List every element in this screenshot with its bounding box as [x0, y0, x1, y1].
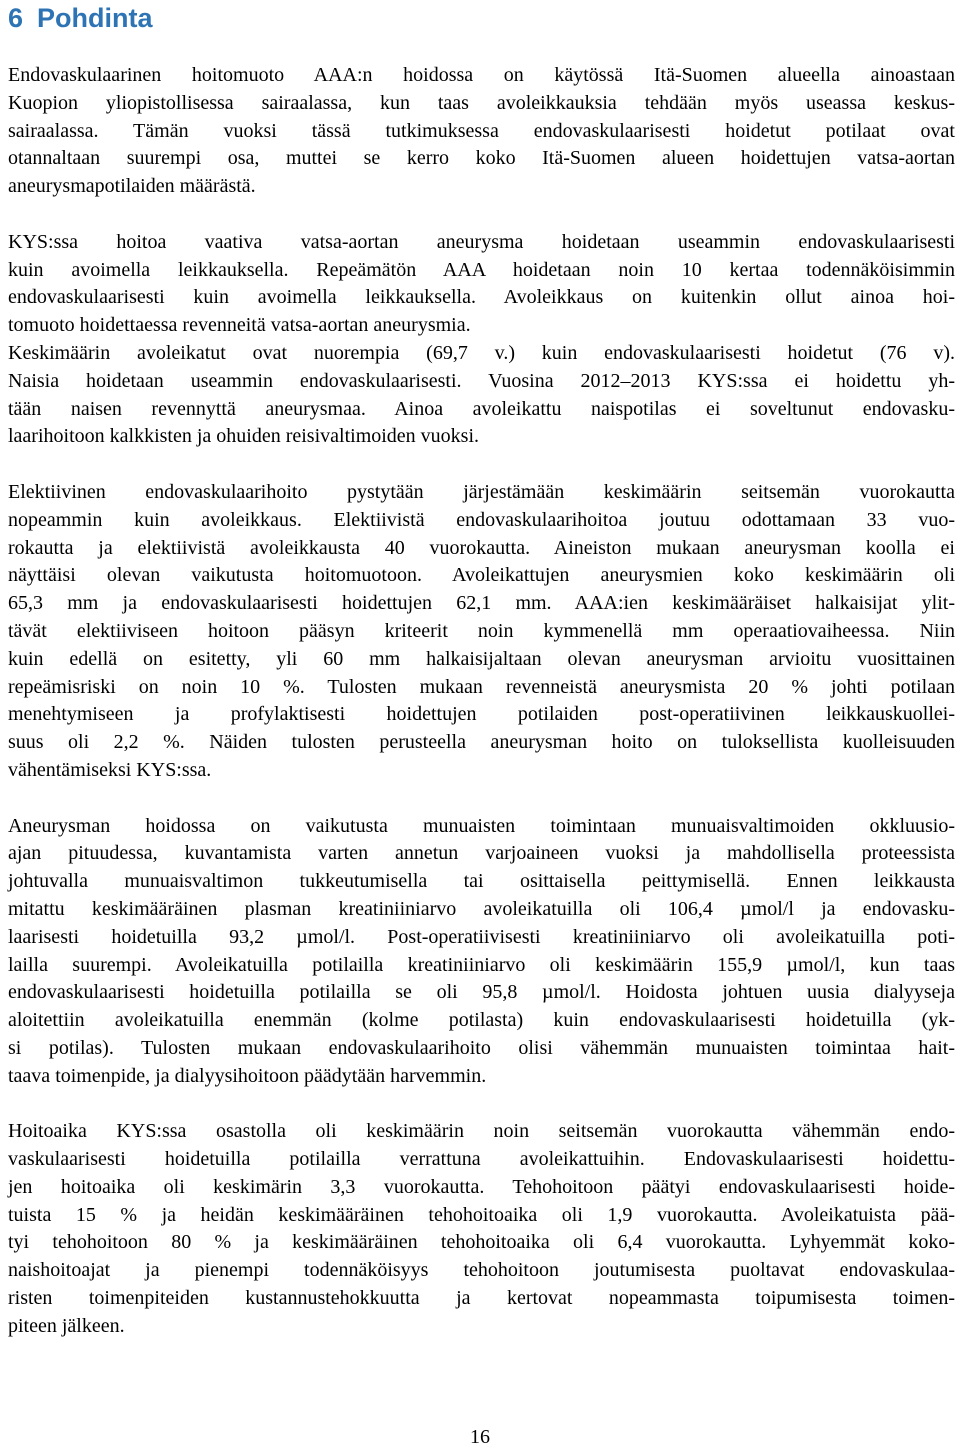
section-number: 6: [8, 3, 24, 33]
text-line: tuista 15 % ja heidän keskimääräinen tehohoitoaika oli 1,9 vuorokautta. Avoleikatuista pää-: [8, 1203, 955, 1226]
text-line: laarisesti hoidetuilla 93,2 µmol/l. Post-operatiivisesti kreatiniiniarvo oli avoleikatuilla poti-: [8, 925, 955, 948]
text-line: sairaalassa. Tämän vuoksi tässä tutkimuksessa endovaskulaarisesti hoidetut potilaat ovat: [8, 119, 955, 142]
text-line: vaskulaarisesti hoidetuilla potilailla verrattuna avoleikattuihin. Endovaskulaarisesti hoidettu-: [8, 1148, 955, 1171]
text-line: repeämisriski on noin 10 %. Tulosten mukaan revenneistä aneurysmista 20 % johti potilaan: [8, 675, 955, 698]
text-line: endovaskulaarisesti kuin avoimella leikkauksella. Avoleikkaus on kuitenkin ollut ainoa hoi-: [8, 286, 955, 309]
paragraph-3: [8, 479, 955, 785]
text-line: Hoitoaika KYS:ssa osastolla oli keskimäärin noin seitsemän vuorokautta vähemmän endo-: [8, 1120, 955, 1143]
text-line: Aneurysman hoidossa on vaikutusta munuaisten toimintaan munuaisvaltimoiden okkluusio-: [8, 814, 955, 837]
text-line: jen hoitoaika oli keskimärin 3,3 vuorokautta. Tehohoitoon päätyi endovaskulaarisesti hoide-: [8, 1175, 955, 1198]
text-line: risten toimenpiteiden kustannustehokkuutta ja kertovat nopeammasta toipumisesta toimen-: [8, 1287, 955, 1310]
text-line: kuin avoimella leikkauksella. Repeämätön AAA hoidetaan noin 10 kertaa todennäköisimmin: [8, 258, 955, 281]
text-line: mitattu keskimääräinen plasman kreatiniiniarvo avoleikatuilla oli 106,4 µmol/l ja endovasku-: [8, 897, 955, 920]
text-line: rokautta ja elektiivistä avoleikkausta 40 vuorokautta. Aineiston mukaan aneurysman koolla ei: [8, 536, 955, 559]
text-line: Keskimäärin avoleikatut ovat nuorempia (69,7 v.) kuin endovaskulaarisesti hoidetut (76 v).: [8, 341, 955, 364]
text-line: Naisia hoidetaan useammin endovaskulaarisesti. Vuosina 2012–2013 KYS:ssa ei hoidettu yh-: [8, 369, 955, 392]
paragraph-5: [8, 1118, 955, 1340]
text-line: Kuopion yliopistollisessa sairaalassa, kun taas avoleikkauksia tehdään myös useassa keskus-: [8, 91, 955, 114]
text-line: suus oli 2,2 %. Näiden tulosten perusteella aneurysman hoito on tuloksellista kuolleisuuden: [8, 731, 955, 754]
text-line: Elektiivinen endovaskulaarihoito pystytään järjestämään keskimäärin seitsemän vuorokautta: [8, 480, 955, 503]
section-title: Pohdinta: [37, 3, 153, 33]
text-line: nopeammin kuin avoleikkaus. Elektiivistä endovaskulaarihoitoa joutuu odottamaan 33 vuo-: [8, 508, 955, 531]
paragraph-2: [8, 229, 955, 451]
text-line: taava toimenpide, ja dialyysihoitoon päädytään harvemmin.: [8, 1064, 487, 1087]
text-line: näyttäisi olevan vaikutusta hoitomuotoon. Avoleikattujen aneurysmien koko keskimäärin oli: [8, 564, 955, 587]
page-number: 16: [470, 1426, 490, 1448]
text-line: 65,3 mm ja endovaskulaarisesti hoidettujen 62,1 mm. AAA:ien keskimääräiset halkaisijat ylit-: [8, 592, 955, 615]
text-line: naishoitoajat ja pienempi todennäköisyys tehohoitoon joutumisesta puoltavat endovaskulaa-: [8, 1259, 955, 1282]
text-line: aneurysmapotilaiden määrästä.: [8, 175, 256, 198]
text-line: lailla suurempi. Avoleikatuilla potilailla kreatiniiniarvo oli keskimäärin 155,9 µmol/l, kun taas: [8, 953, 955, 976]
text-line: endovaskulaarisesti hoidetuilla potilailla se oli 95,8 µmol/l. Hoidosta johtuen uusia dialyyseja: [8, 981, 955, 1004]
text-line: aloitettiin avoleikatuilla enemmän (kolme potilasta) kuin endovaskulaarisesti hoidetuilla (yk-: [8, 1009, 955, 1032]
text-line: otannaltaan suurempi osa, muttei se kerro koko Itä-Suomen alueen hoidettujen vatsa-aortan: [8, 147, 955, 170]
text-line: kuin edellä on esitetty, yli 60 mm halkaisijaltaan olevan aneurysman arvioitu vuosittainen: [8, 647, 955, 670]
paragraph-4: [8, 813, 955, 1091]
text-line: tävät elektiiviseen hoitoon pääsyn kriteerit noin kymmenellä mm operaatiovaiheessa. Niin: [8, 619, 955, 642]
document-body: [8, 62, 955, 1368]
text-line: KYS:ssa hoitoa vaativa vatsa-aortan aneurysma hoidetaan useammin endovaskulaarisesti: [8, 230, 955, 253]
text-line: tään naisen revennyttä aneurysmaa. Ainoa avoleikattu naispotilas ei soveltunut endovasku-: [8, 397, 955, 420]
text-line: Endovaskulaarinen hoitomuoto AAA:n hoidossa on käytössä Itä-Suomen alueella ainoastaan: [8, 64, 955, 86]
text-line: tomuoto hoidettaessa revenneitä vatsa-aortan aneurysmia.: [8, 314, 471, 337]
text-line: johtuvalla munuaisvaltimon tukkeutumisella tai osittaisella peittymisellä. Ennen leikkausta: [8, 870, 955, 893]
text-line: laarihoitoon kalkkisten ja ohuiden reisivaltimoiden vuoksi.: [8, 425, 480, 448]
text-line: tyi tehohoitoon 80 % ja keskimääräinen tehohoitoaika oli 6,4 vuorokautta. Lyhyemmät koko-: [8, 1231, 955, 1254]
text-line: vähentämiseksi KYS:ssa.: [8, 758, 212, 781]
paragraph-1: [8, 62, 955, 201]
text-line: ajan pituudessa, kuvantamista varten annetun varjoaineen vuoksi ja mahdollisella proteessista: [8, 842, 955, 865]
text-line: piteen jälkeen.: [8, 1314, 125, 1337]
text-line: menehtymiseen ja profylaktisesti hoidettujen potilaiden post-operatiivinen leikkauskuollei-: [8, 703, 955, 726]
text-line: si potilas). Tulosten mukaan endovaskulaarihoito olisi vähemmän munuaisten toimintaa hait-: [8, 1036, 955, 1059]
section-heading: [8, 0, 153, 36]
